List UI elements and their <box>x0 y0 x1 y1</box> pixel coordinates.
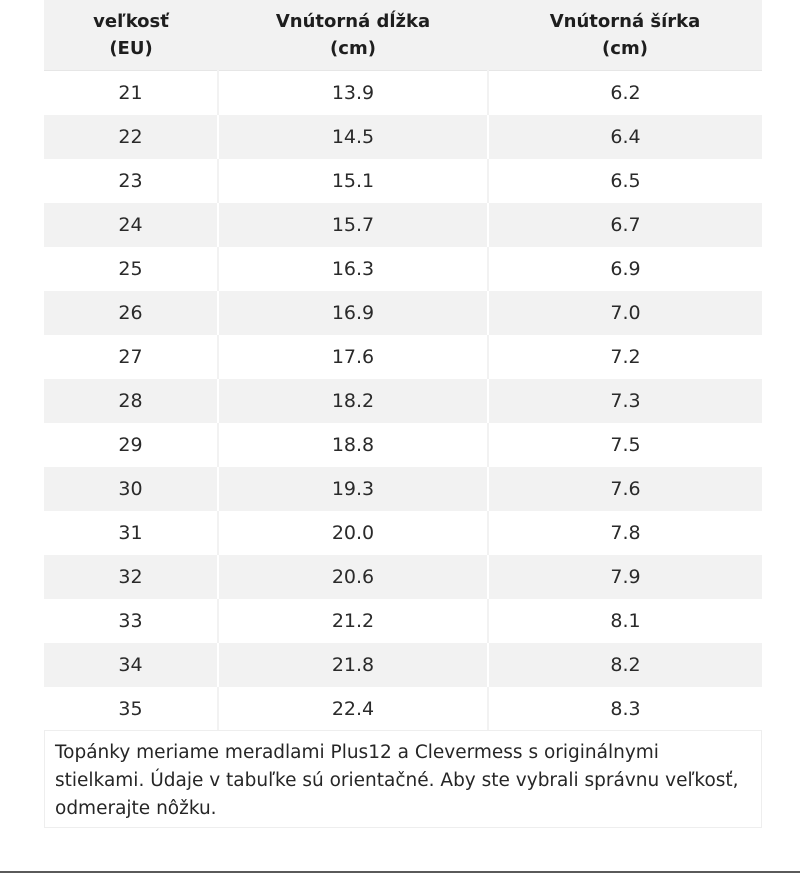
table-row <box>44 291 762 335</box>
cell-inner-width: 7.6 <box>488 467 762 511</box>
cell-inner-length: 16.3 <box>218 247 488 291</box>
cell-inner-width: 7.3 <box>488 379 762 423</box>
cell-inner-width: 6.4 <box>488 115 762 159</box>
cell-inner-length: 20.0 <box>218 511 488 555</box>
table-row <box>44 643 762 687</box>
header-inner-length <box>218 0 488 71</box>
table-row <box>44 247 762 291</box>
cell-inner-length: 19.3 <box>218 467 488 511</box>
cell-inner-width: 6.5 <box>488 159 762 203</box>
cell-size-eu: 28 <box>44 379 218 423</box>
table-row <box>44 511 762 555</box>
size-chart-table <box>44 0 762 731</box>
table-row <box>44 115 762 159</box>
table-row <box>44 555 762 599</box>
cell-size-eu: 32 <box>44 555 218 599</box>
header-row <box>44 0 762 71</box>
cell-size-eu: 24 <box>44 203 218 247</box>
table-row <box>44 379 762 423</box>
cell-size-eu: 26 <box>44 291 218 335</box>
cell-inner-width: 7.5 <box>488 423 762 467</box>
table-row <box>44 159 762 203</box>
cell-inner-length: 16.9 <box>218 291 488 335</box>
cell-inner-width: 7.2 <box>488 335 762 379</box>
size-chart-header <box>44 0 762 71</box>
cell-inner-length: 20.6 <box>218 555 488 599</box>
cell-inner-length: 21.8 <box>218 643 488 687</box>
header-size-eu <box>44 0 218 71</box>
header-inner-length-unit: (cm) <box>330 38 376 59</box>
header-inner-width <box>488 0 762 71</box>
header-inner-width-title: Vnútorná šírka <box>549 11 701 32</box>
cell-inner-width: 8.3 <box>488 687 762 731</box>
table-row <box>44 203 762 247</box>
cell-inner-length: 14.5 <box>218 115 488 159</box>
cell-inner-length: 21.2 <box>218 599 488 643</box>
table-row <box>44 423 762 467</box>
cell-inner-length: 18.8 <box>218 423 488 467</box>
table-row <box>44 599 762 643</box>
cell-inner-width: 8.2 <box>488 643 762 687</box>
cell-size-eu: 33 <box>44 599 218 643</box>
cell-inner-length: 15.1 <box>218 159 488 203</box>
measurement-note: Topánky meriame meradlami Plus12 a Clevermess s originálnymi stielkami. Údaje v tabuľke sú orientačné. Aby ste vybrali správnu veľkosť, odmerajte nôžku. <box>44 730 762 828</box>
cell-size-eu: 23 <box>44 159 218 203</box>
cell-size-eu: 27 <box>44 335 218 379</box>
cell-inner-length: 13.9 <box>218 71 488 116</box>
cell-inner-width: 7.9 <box>488 555 762 599</box>
header-inner-length-title: Vnútorná dĺžka <box>275 11 431 32</box>
table-row <box>44 467 762 511</box>
header-size-eu-title: veľkosť <box>93 11 169 32</box>
cell-inner-length: 22.4 <box>218 687 488 731</box>
cell-inner-width: 6.7 <box>488 203 762 247</box>
size-chart-body <box>44 71 762 732</box>
cell-inner-width: 7.8 <box>488 511 762 555</box>
cell-size-eu: 35 <box>44 687 218 731</box>
table-row <box>44 335 762 379</box>
header-size-eu-unit: (EU) <box>109 38 153 59</box>
cell-size-eu: 34 <box>44 643 218 687</box>
header-inner-width-unit: (cm) <box>602 38 648 59</box>
cell-size-eu: 25 <box>44 247 218 291</box>
cell-inner-width: 6.9 <box>488 247 762 291</box>
table-row <box>44 687 762 731</box>
cell-size-eu: 29 <box>44 423 218 467</box>
cell-inner-width: 6.2 <box>488 71 762 116</box>
cell-size-eu: 22 <box>44 115 218 159</box>
cell-inner-width: 7.0 <box>488 291 762 335</box>
cell-size-eu: 21 <box>44 71 218 116</box>
table-row <box>44 71 762 116</box>
cell-inner-width: 8.1 <box>488 599 762 643</box>
cell-inner-length: 15.7 <box>218 203 488 247</box>
cell-inner-length: 18.2 <box>218 379 488 423</box>
cell-size-eu: 31 <box>44 511 218 555</box>
cell-size-eu: 30 <box>44 467 218 511</box>
cell-inner-length: 17.6 <box>218 335 488 379</box>
